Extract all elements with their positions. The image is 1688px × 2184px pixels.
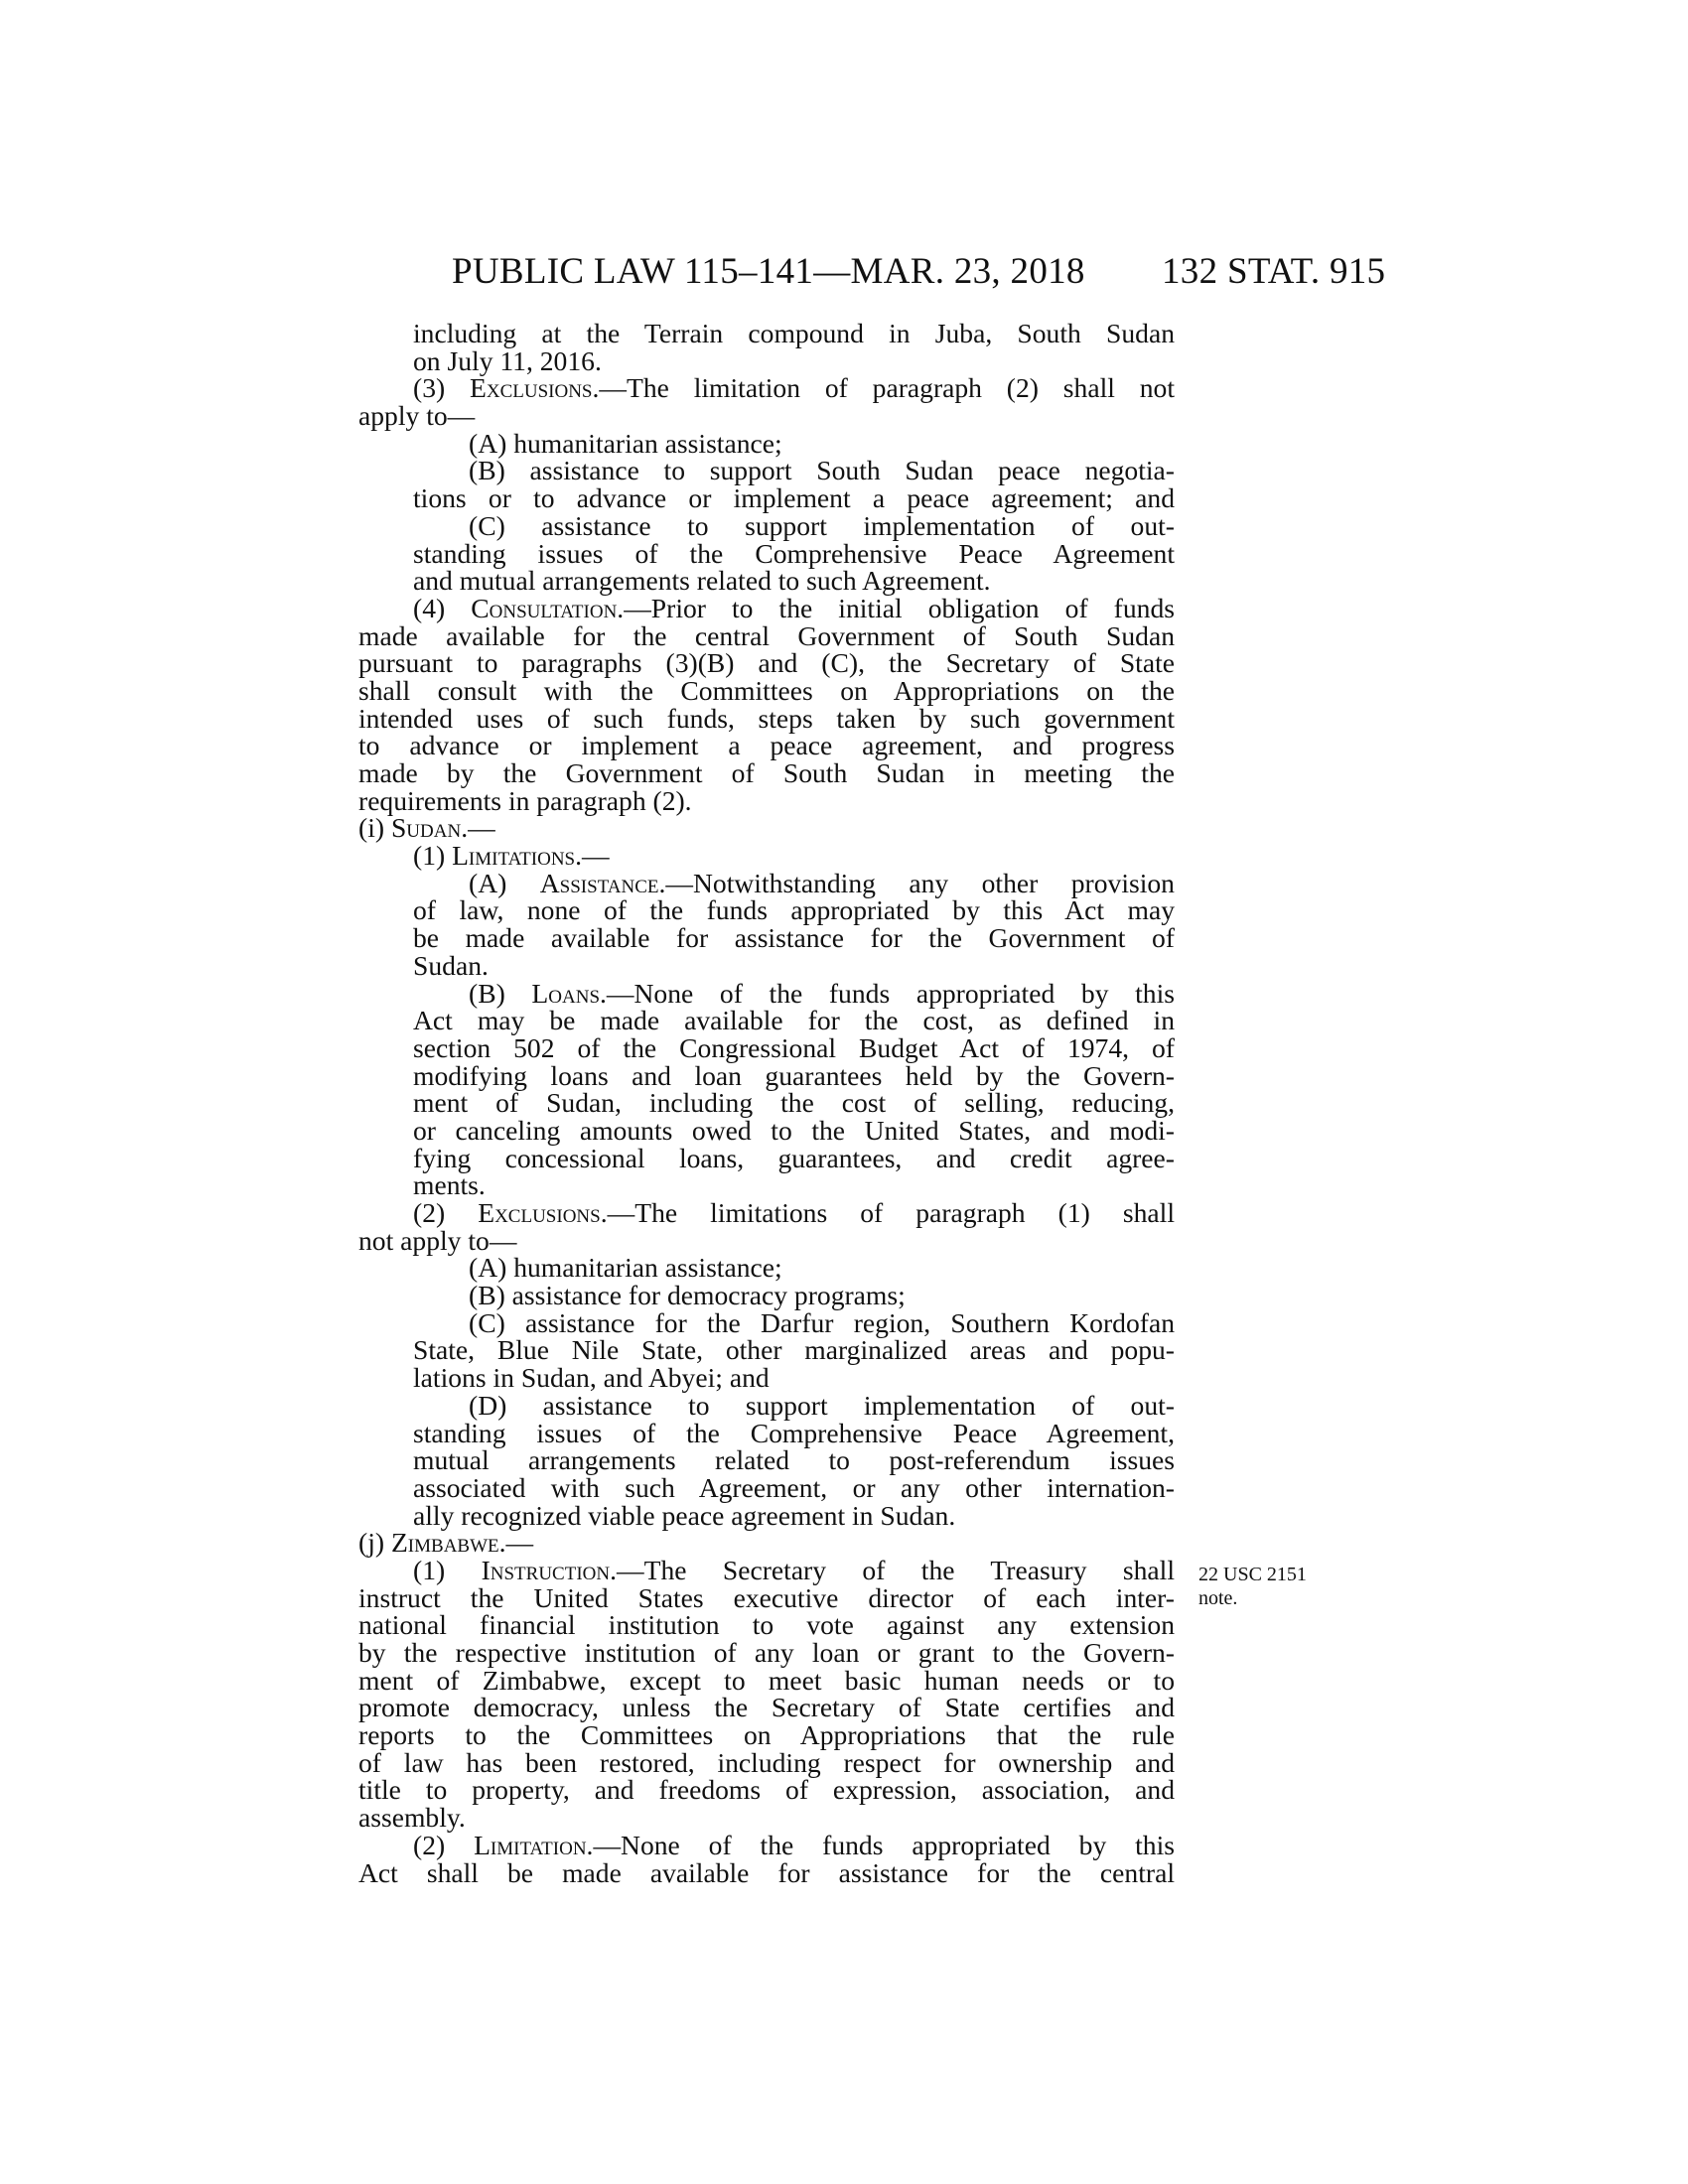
paragraph-number: (4)	[413, 592, 472, 623]
text-line: tions or to advance or implement a peace agreement; and	[413, 482, 1175, 514]
text-line	[358, 842, 1175, 870]
text-line: fying concessional loans, guarantees, and credit agree-	[413, 1142, 1175, 1173]
text-line: of law, none of the funds appropriated by this Act may	[413, 894, 1175, 926]
text-line: pursuant to paragraphs (3)(B) and (C), the Secretary of State	[358, 647, 1175, 679]
text-line: associated with such Agreement, or any other internation-	[413, 1471, 1175, 1503]
paragraph-number: (A)	[469, 867, 540, 898]
line-text: .—	[461, 812, 495, 844]
text-line	[358, 867, 1175, 898]
text-line: section 502 of the Congressional Budget Act of 1974, of	[413, 1031, 1175, 1063]
line-text: .—The limitations of paragraph (1) shall	[600, 1197, 1175, 1228]
text-line: lations in Sudan, and Abyei; and	[413, 1362, 770, 1394]
paragraph-number: (1)	[413, 840, 453, 872]
margin-note	[1198, 1563, 1307, 1610]
text-line: assembly.	[358, 1802, 466, 1834]
text-line: instruct the United States executive director of each inter-	[358, 1581, 1175, 1613]
text-line: national financial institution to vote against any extension	[358, 1609, 1175, 1641]
text-line	[358, 1554, 1175, 1585]
text-line: be made available for assistance for the Government of	[413, 922, 1175, 954]
section-heading: Consultation	[471, 592, 618, 623]
text-line: Sudan.	[413, 949, 489, 981]
text-line: ments.	[413, 1169, 486, 1201]
line-text: .—	[498, 1527, 534, 1559]
section-heading: Instruction	[481, 1554, 611, 1585]
text-line: of law has been restored, including respect for ownership and	[358, 1746, 1175, 1778]
line-text: .—Prior to the initial obligation of funds	[617, 592, 1175, 623]
section-heading: Exclusions	[478, 1197, 601, 1228]
text-line: apply to—	[358, 400, 476, 432]
text-line: mutual arrangements related to post-referendum issues	[413, 1444, 1175, 1476]
text-line: ment of Sudan, including the cost of selling, reducing,	[413, 1087, 1175, 1119]
line-text: .—The limitation of paragraph (2) shall not	[592, 372, 1176, 404]
paragraph-number: (1)	[413, 1554, 482, 1585]
text-line: not apply to—	[358, 1224, 517, 1256]
text-line: by the respective institution of any loan or grant to the Govern-	[358, 1637, 1175, 1668]
paragraph-number: (3)	[413, 372, 471, 404]
text-line	[358, 1529, 1175, 1557]
text-line: title to property, and freedoms of expression, association, and	[358, 1774, 1175, 1806]
margin-note-citation: 22 USC 2151	[1198, 1564, 1307, 1585]
running-header-title: PUBLIC LAW 115–141—MAR. 23, 2018	[452, 251, 1085, 292]
text-line: reports to the Committees on Appropriations that the rule	[358, 1719, 1175, 1751]
section-heading: Exclusions	[470, 372, 593, 404]
text-line	[358, 592, 1175, 623]
section-heading: Assistance	[539, 867, 659, 898]
text-line	[358, 374, 1175, 402]
text-line: (A) humanitarian assistance;	[469, 427, 782, 459]
line-text: .—The Secretary of the Treasury shall	[610, 1554, 1175, 1585]
text-line: and mutual arrangements related to such Agreement.	[413, 565, 991, 597]
text-line: (B) assistance to support South Sudan peace negotia-	[469, 455, 1175, 486]
text-line: requirements in paragraph (2).	[358, 784, 692, 816]
text-line: or canceling amounts owed to the United States, and modi-	[413, 1114, 1175, 1146]
page-number: 132 STAT. 915	[1162, 251, 1386, 292]
text-line: State, Blue Nile State, other marginalized areas and popu-	[413, 1334, 1175, 1366]
line-text: .—None of the funds appropriated by this	[586, 1829, 1175, 1860]
body-text	[358, 320, 1175, 1886]
text-line: (D) assistance to support implementation of out-	[469, 1389, 1175, 1421]
text-line: (A) humanitarian assistance;	[469, 1252, 782, 1284]
text-line: ment of Zimbabwe, except to meet basic human needs or to	[358, 1664, 1175, 1696]
text-line: promote democracy, unless the Secretary of State certifies and	[358, 1692, 1175, 1723]
text-line: Act shall be made available for assistance for the central	[358, 1856, 1175, 1888]
section-heading: Limitations	[452, 840, 576, 872]
text-line: (B) assistance for democracy programs;	[469, 1280, 906, 1311]
text-line	[358, 1829, 1175, 1860]
text-line: (C) assistance to support implementation of out-	[469, 509, 1175, 541]
text-line	[358, 1199, 1175, 1227]
text-line: Act may be made available for the cost, as defined in	[413, 1005, 1175, 1036]
text-line: made by the Government of South Sudan in meeting the	[358, 757, 1175, 788]
text-line: made available for the central Government of South Sudan	[358, 619, 1175, 651]
section-heading: Loans	[531, 977, 601, 1009]
text-line	[358, 814, 1175, 842]
text-line: on July 11, 2016.	[413, 344, 602, 376]
line-text: .—	[575, 840, 610, 872]
paragraph-number: (2)	[413, 1197, 479, 1228]
text-line: modifying loans and loan guarantees held by the Govern-	[413, 1059, 1175, 1091]
text-line: (C) assistance for the Darfur region, Southern Kordofan	[469, 1306, 1175, 1338]
text-line	[358, 977, 1175, 1009]
line-text: .—None of the funds appropriated by this	[600, 977, 1175, 1009]
text-line: including at the Terrain compound in Juba, South Sudan	[413, 318, 1175, 348]
paragraph-number: (2)	[413, 1829, 475, 1860]
section-heading: Limitation	[474, 1829, 587, 1860]
margin-note-label: note.	[1198, 1587, 1238, 1609]
section-heading: Zimbabwe	[390, 1527, 499, 1559]
text-line: ally recognized viable peace agreement in Sudan.	[413, 1499, 956, 1531]
text-line: intended uses of such funds, steps taken by such government	[358, 702, 1175, 734]
line-text: .—Notwithstanding any other provision	[658, 867, 1175, 898]
paragraph-number: (j)	[358, 1527, 391, 1559]
text-line: to advance or implement a peace agreement, and progress	[358, 730, 1175, 761]
text-line: standing issues of the Comprehensive Peace Agreement	[413, 537, 1175, 569]
paragraph-number: (B)	[469, 977, 532, 1009]
paragraph-number: (i)	[358, 812, 391, 844]
text-line: standing issues of the Comprehensive Peace Agreement,	[413, 1417, 1175, 1448]
text-line: shall consult with the Committees on Appropriations on the	[358, 674, 1175, 706]
section-heading: Sudan	[390, 812, 462, 844]
